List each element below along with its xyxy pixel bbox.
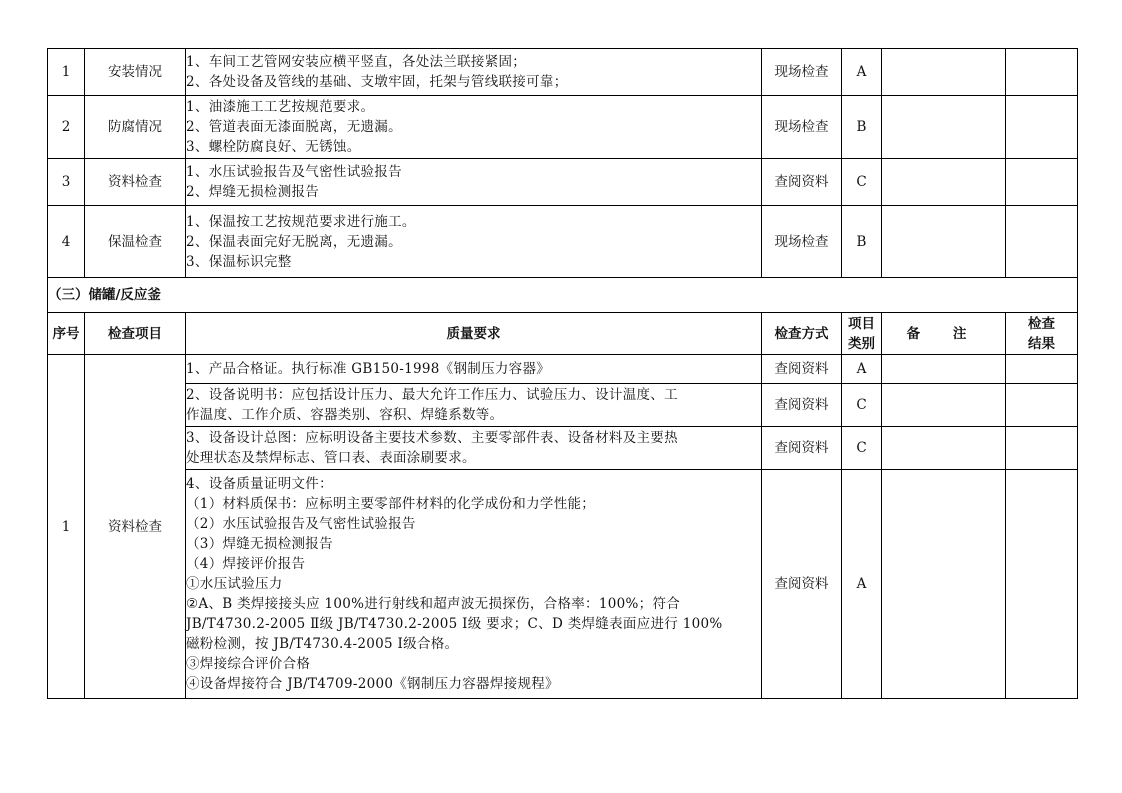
- header-number: 序号: [48, 313, 85, 355]
- table-row: [48, 96, 1078, 159]
- header-category: 项目 类别: [842, 313, 882, 355]
- section-title: （三）储罐/反应釜: [48, 278, 1078, 313]
- section-row: [48, 278, 1078, 313]
- item-category: B: [842, 206, 882, 278]
- remark-cell: [882, 206, 1006, 278]
- item-category: C: [842, 384, 882, 427]
- inspection-item: 保温检查: [85, 206, 186, 278]
- item-category: A: [842, 49, 882, 96]
- quality-requirement: 1、油漆施工工艺按规范要求。 2、管道表面无漆面脱离，无遗漏。 3、螺栓防腐良好、无锈蚀。: [186, 96, 762, 159]
- item-category: B: [842, 96, 882, 159]
- inspection-item: 防腐情况: [85, 96, 186, 159]
- remark-cell: [882, 355, 1006, 384]
- inspection-item: 资料检查: [85, 159, 186, 206]
- result-cell: [1006, 96, 1078, 159]
- quality-requirement: 2、设备说明书：应包括设计压力、最大允许工作压力、试验压力、设计温度、工 作温度、工作介质、容器类别、容积、焊缝系数等。: [186, 384, 762, 427]
- quality-requirement: 1、保温按工艺按规范要求进行施工。 2、保温表面完好无脱离，无遗漏。 3、保温标识完整: [186, 206, 762, 278]
- row-number: 1: [48, 355, 85, 699]
- quality-requirement: 1、车间工艺管网安装应横平竖直，各处法兰联接紧固； 2、各处设备及管线的基础、支墩牢固，托架与管线联接可靠；: [186, 49, 762, 96]
- remark-cell: [882, 384, 1006, 427]
- quality-requirement: 1、产品合格证。执行标准 GB150-1998《钢制压力容器》: [186, 355, 762, 384]
- result-cell: [1006, 159, 1078, 206]
- header-method: 检查方式: [762, 313, 842, 355]
- remark-cell: [882, 427, 1006, 470]
- quality-requirement: 1、水压试验报告及气密性试验报告 2、焊缝无损检测报告: [186, 159, 762, 206]
- result-cell: [1006, 355, 1078, 384]
- remark-cell: [882, 49, 1006, 96]
- result-cell: [1006, 206, 1078, 278]
- remark-cell: [882, 159, 1006, 206]
- inspection-table: [47, 48, 1078, 699]
- header-item: 检查项目: [85, 313, 186, 355]
- inspection-method: 现场检查: [762, 49, 842, 96]
- header-remark: 备 注: [882, 313, 1006, 355]
- inspection-method: 查阅资料: [762, 159, 842, 206]
- row-number: 3: [48, 159, 85, 206]
- table-row: [48, 427, 1078, 470]
- table-row: [48, 470, 1078, 699]
- result-cell: [1006, 384, 1078, 427]
- remark-cell: [882, 470, 1006, 699]
- inspection-method: 现场检查: [762, 96, 842, 159]
- remark-cell: [882, 96, 1006, 159]
- header-result: 检查 结果: [1006, 313, 1078, 355]
- inspection-method: 查阅资料: [762, 427, 842, 470]
- inspection-item: 资料检查: [85, 355, 186, 699]
- row-number: 1: [48, 49, 85, 96]
- item-category: C: [842, 427, 882, 470]
- quality-requirement: 3、设备设计总图：应标明设备主要技术参数、主要零部件表、设备材料及主要热 处理状态及禁焊标志、管口表、表面涂刷要求。: [186, 427, 762, 470]
- inspection-method: 查阅资料: [762, 355, 842, 384]
- table-row: [48, 49, 1078, 96]
- item-category: C: [842, 159, 882, 206]
- inspection-method: 查阅资料: [762, 470, 842, 699]
- table-row: [48, 355, 1078, 384]
- table-row: [48, 384, 1078, 427]
- quality-requirement: 4、设备质量证明文件： （1）材料质保书：应标明主要零部件材料的化学成份和力学性能； （2）水压试验报告及气密性试验报告 （3）焊缝无损检测报告 （4）焊接评价报告 ①水压试验压力 ②A、B 类焊接接头应 100%进行射线和超声波无损探伤，合格率：100%；符合 JB/T4730.2-2005 Ⅱ级 JB/T4730.2-2005 Ⅰ级 要求；C、D 类焊缝表面应进行 100% 磁粉检测，按 JB/T4730.4-2005 Ⅰ级合格。 ③焊接综合评价合格 ④设备焊接符合 JB/T4709-2000《钢制压力容器焊接规程》: [186, 470, 762, 699]
- inspection-item: 安装情况: [85, 49, 186, 96]
- header-requirement: 质量要求: [186, 313, 762, 355]
- table-row: [48, 206, 1078, 278]
- result-cell: [1006, 470, 1078, 699]
- table-row: [48, 159, 1078, 206]
- inspection-method: 现场检查: [762, 206, 842, 278]
- item-category: A: [842, 355, 882, 384]
- header-row: [48, 313, 1078, 355]
- result-cell: [1006, 49, 1078, 96]
- result-cell: [1006, 427, 1078, 470]
- inspection-method: 查阅资料: [762, 384, 842, 427]
- item-category: A: [842, 470, 882, 699]
- row-number: 4: [48, 206, 85, 278]
- row-number: 2: [48, 96, 85, 159]
